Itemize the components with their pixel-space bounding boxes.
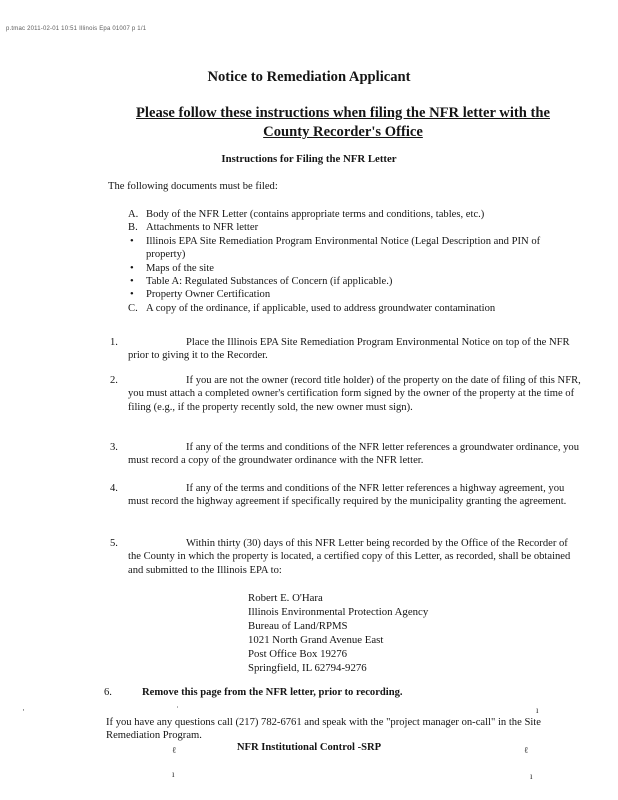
list-marker: C. <box>128 302 138 314</box>
page-title: Notice to Remediation Applicant <box>207 69 411 85</box>
step-text: If any of the terms and conditions of the NFR letter references a highway agreement, you must record the highway agreement if specifically required by the municipality granting the agreement. <box>128 483 567 508</box>
bullet-icon: • <box>130 276 134 288</box>
step-text: Remove this page from the NFR letter, prior to recording. <box>142 687 403 698</box>
page-subtitle: Please follow these instructions when filing the NFR letter with the County Recorder's Office <box>136 105 550 140</box>
list-item <box>128 208 568 221</box>
address-city: Springfield, IL 62794-9276 <box>248 662 367 674</box>
list-item <box>128 275 568 288</box>
scan-speck: ℓ <box>172 745 177 755</box>
address-po-box: Post Office Box 19276 <box>248 648 348 660</box>
bullet-icon: • <box>130 262 134 274</box>
page-footer: NFR Institutional Control -SRP <box>236 742 382 753</box>
step-text: If any of the terms and conditions of the NFR letter references a groundwater ordinance, you must record a copy of the groundwater ordinance with the NFR letter. <box>128 442 580 467</box>
address-street: 1021 North Grand Avenue East <box>248 634 384 646</box>
list-item-text: Table A: Regulated Substances of Concern (if applicable.) <box>146 276 393 288</box>
step-text: Place the Illinois EPA Site Remediation Program Environmental Notice on top of the NFR prior to giving it to the Recorder. <box>128 337 570 362</box>
step-number: 3. <box>110 442 118 453</box>
scan-speck: · <box>22 705 25 715</box>
contact-text: If you have any questions call (217) 782-6761 and speak with the "project manager on-call" in the Site Remediation Program. <box>106 717 541 742</box>
list-item-text: A copy of the ordinance, if applicable, used to address groundwater contamination <box>146 302 496 314</box>
address-agency: Illinois Environmental Protection Agency <box>248 606 429 618</box>
list-marker: B. <box>128 222 138 234</box>
scan-speck: ı <box>530 771 533 781</box>
list-item-text: Maps of the site <box>146 262 214 274</box>
list-item <box>128 221 568 234</box>
step-number: 2. <box>110 375 118 386</box>
step-text: Within thirty (30) days of this NFR Letter being recorded by the Office of the Recorder of the County in which the property is located, a certified copy of this Letter, as recorded, shall be obtained and submitted to the Illinois EPA to: <box>128 538 571 576</box>
section-heading: Instructions for Filing the NFR Letter <box>221 153 397 165</box>
list-item <box>128 288 568 301</box>
intro-text: The following documents must be filed: <box>108 181 278 192</box>
step-text: If you are not the owner (record title holder) of the property on the date of filing of this NFR, you must attach a completed owner's certification form signed by the owner of the property at the time of filing (e.g., if the property recently sold, the new owner must sign). <box>128 375 581 413</box>
mailing-address <box>248 591 428 675</box>
fax-header: p.tmac 2011-02-01 10:51 Illinois Epa 01007 p 1/1 <box>6 26 147 32</box>
list-marker: A. <box>128 209 139 220</box>
list-item <box>128 262 568 275</box>
list-item-text: Property Owner Certification <box>146 289 271 301</box>
list-item <box>128 302 568 315</box>
step-number: 5. <box>110 538 118 549</box>
scan-speck: ℓ <box>524 745 529 755</box>
step-number: 6. <box>104 687 112 698</box>
step-number: 1. <box>110 337 118 348</box>
scan-speck: ı <box>536 705 539 715</box>
list-item-text: Attachments to NFR letter <box>146 222 259 234</box>
bullet-icon: • <box>130 289 134 301</box>
scan-speck: ˙ <box>176 705 179 715</box>
list-item <box>128 235 568 262</box>
list-item-text: Illinois EPA Site Remediation Program Environmental Notice (Legal Description and PIN of property) <box>146 235 541 261</box>
list-item-text: Body of the NFR Letter (contains appropriate terms and conditions, tables, etc.) <box>146 209 485 220</box>
document-list <box>128 208 568 315</box>
address-bureau: Bureau of Land/RPMS <box>248 620 348 632</box>
scan-speck: ı <box>172 769 175 779</box>
bullet-icon: • <box>130 235 134 247</box>
step-number: 4. <box>110 483 118 494</box>
instruction-step-6 <box>104 686 403 699</box>
address-name: Robert E. O'Hara <box>248 592 323 604</box>
